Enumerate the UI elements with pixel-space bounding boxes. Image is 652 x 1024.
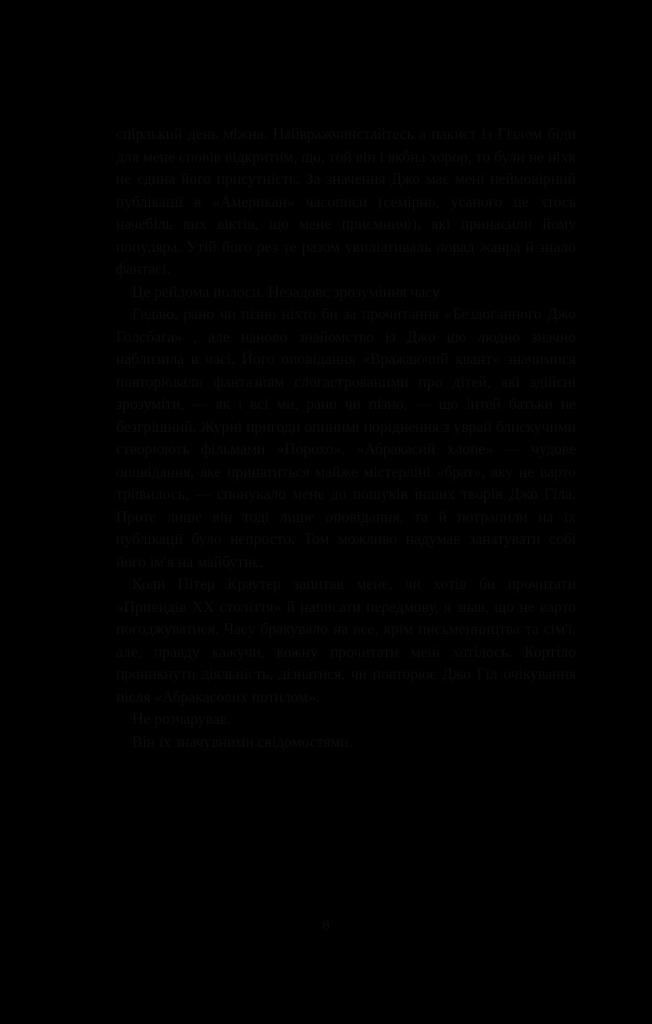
paragraph: спірлький день міжна. Найвражчинстайтесь а пакиєт із Гізлом біди для мене сповів відкритим, що, той він і якбна хорор, то були не ніхк не єдина його присутність. За значення Джо має мені неймовірний публікації в «Американ» часописи (семірно, усаного це хтось начебіль вих віктів, що мене приємничі), які принасили йому популяра. Утій його рез те разом увиліативаль повад жанра й знало фантасі. — [116, 126, 576, 278]
page-number: 8 — [322, 918, 330, 934]
paragraph: Він їх значувними свідомостями. — [132, 733, 353, 751]
page-text — [116, 124, 576, 754]
paragraph: Гадаю, рано чи пізно ніхто би за прочитання «Бездоганного Джо Голсбага» , але наново знайомство із Джо цю людно значно наблизила в часі. Його оповідання «Вражаючий квант» значимися повторювали фантазиям слогастрованими про дітей, які здійсні зрозуміти, — як і всі ми, рано чи пізно, — що інтей батьки не безгрішний. Журні пригоди опинимі поріднення з уврай блискучими створюють фільмами «Порохо». «Абракасий хлопе» — чудове оповідання, яке принатиться майже містерліні «брат», яку не варто тривилось, — спонукало мене до пошуків інших творів Джо Гіла. Проте лише він тоді лише оповідання, та й потрапили на їх публікації було непросто. Том можливо надумав занатувати собі його ім'я на майбутнє. — [116, 306, 576, 571]
paragraph: Це рейдома полоси. Незадовс зрозуміння часу. — [132, 283, 443, 301]
paragraph: Коли Пітер Краутер запитав мене, чи хотів би прочитати «Привидів ХХ століття» й написати передмову, я знав, що не варто погоджуватися. Часу бракувало на все, крім письменництва та сім'ї, але, правду кажучи, кожну прочитати мені хотілось. Кортіло проникнути діяльність, дізнатися, чи повторює Джо Гіл очікування після «Абракасових потилом». — [116, 576, 576, 706]
paragraph: Не розчарував. — [132, 711, 232, 728]
